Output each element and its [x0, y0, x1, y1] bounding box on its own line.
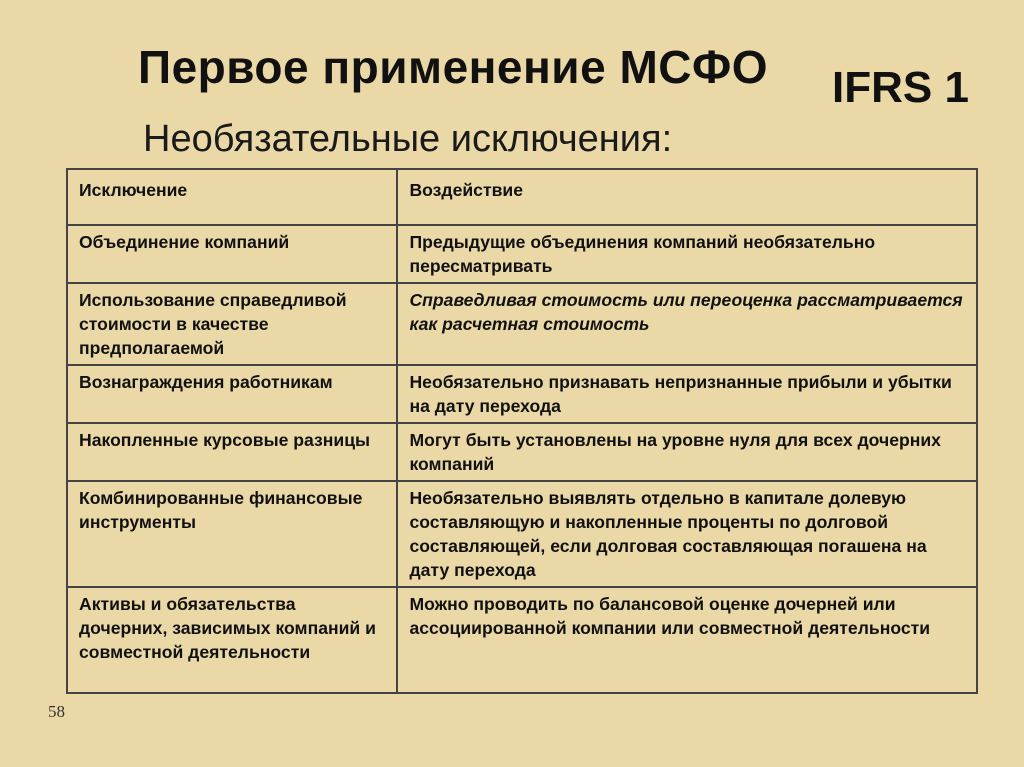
- effect-cell: Предыдущие объединения компаний необязательно пересматривать: [397, 225, 977, 283]
- table-row: [67, 365, 977, 423]
- table-row: [67, 587, 977, 693]
- table-row: [67, 481, 977, 587]
- slide-title: Первое применение МСФО: [138, 41, 769, 93]
- effect-cell: Можно проводить по балансовой оценке дочерней или ассоциированной компании или совместной деятельности: [397, 587, 977, 693]
- effect-cell: Необязательно признавать непризнанные прибыли и убытки на дату перехода: [397, 365, 977, 423]
- exception-cell: Использование справедливой стоимости в качестве предполагаемой: [67, 283, 397, 365]
- slide-subtitle: Необязательные исключения:: [143, 118, 673, 160]
- exception-cell: Активы и обязательства дочерних, зависимых компаний и совместной деятельности: [67, 587, 397, 693]
- exception-cell: Накопленные курсовые разницы: [67, 423, 397, 481]
- exception-cell: Комбинированные финансовые инструменты: [67, 481, 397, 587]
- effect-cell: Необязательно выявлять отдельно в капитале долевую составляющую и накопленные проценты по долговой составляющей, если долговая составляющая погашена на дату перехода: [397, 481, 977, 587]
- table-row: [67, 283, 977, 365]
- table-row: [67, 423, 977, 481]
- header-exception: Исключение: [67, 169, 397, 225]
- table-header-row: [67, 169, 977, 225]
- exception-cell: Объединение компаний: [67, 225, 397, 283]
- standard-badge: IFRS 1: [832, 63, 969, 112]
- effect-cell: Справедливая стоимость или переоценка рассматривается как расчетная стоимость: [397, 283, 977, 365]
- exception-cell: Вознаграждения работникам: [67, 365, 397, 423]
- table-row: [67, 225, 977, 283]
- exceptions-table: [66, 168, 978, 694]
- header-effect: Воздействие: [397, 169, 977, 225]
- page-number: 58: [48, 702, 65, 721]
- effect-cell: Могут быть установлены на уровне нуля для всех дочерних компаний: [397, 423, 977, 481]
